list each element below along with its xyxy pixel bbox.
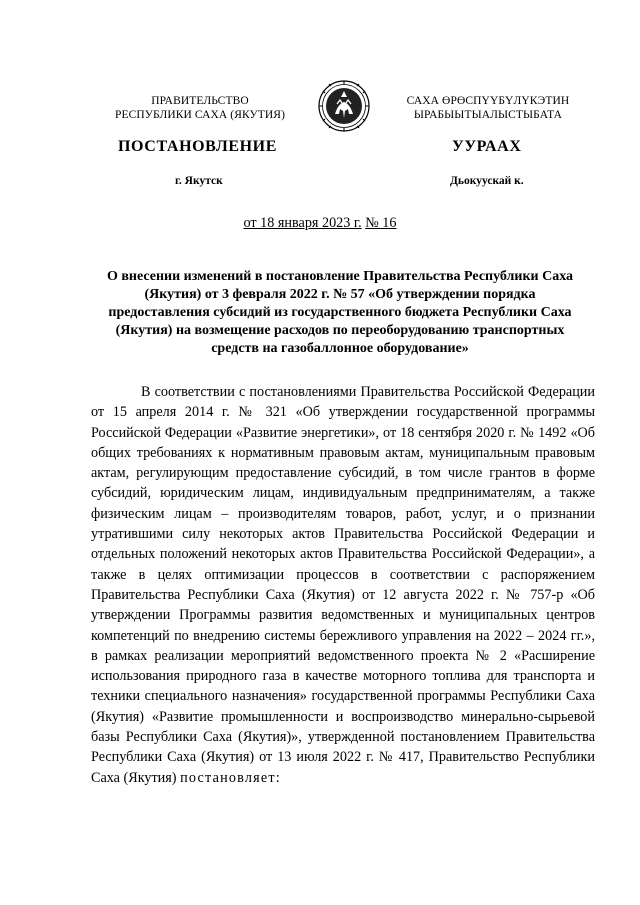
document-body xyxy=(91,382,595,788)
decree-date: от 18 января 2023 г. xyxy=(243,215,362,231)
issuer-yakut-line1: САХА ӨРӨСПҮҮБҮЛҮКЭТИН xyxy=(406,95,570,107)
decree-word: постановляет: xyxy=(180,769,281,786)
coat-of-arms-emblem xyxy=(318,80,370,132)
issuer-russian xyxy=(100,94,300,122)
issuer-russian-line1: ПРАВИТЕЛЬСТВО xyxy=(151,95,249,107)
issuer-russian-line2: РЕСПУБЛИКИ САХА (ЯКУТИЯ) xyxy=(114,109,285,121)
issuer-yakut xyxy=(388,94,588,122)
document-type-yakut: УУРААХ xyxy=(452,138,522,155)
city-yakut: Дьокуускай к. xyxy=(450,175,524,187)
document-title: О внесении изменений в постановление Правительства Республики Саха (Якутия) от 3 февраля 2022 г. № 57 «Об утверждении порядка предоставления субсидий из государственного бюджета Республики Саха (Якутия) на возмещение расходов по переоборудованию транспортных средств на газобаллонное оборудование» xyxy=(106,269,574,356)
body-paragraph: В соответствии с постановлениями Правительства Российской Федерации от 15 апреля 2014 г. № 321 «Об утверждении государственной программы Российской Федерации «Развитие энергетики», от 18 сентября 2020 г. № 1492 «Об общих требованиях к нормативным правовым актам, муниципальным правовым актам, регулирующим предоставление субсидий, в том числе грантов в форме субсидий, юридическим лицам, индивидуальным предпринимателям, а также физическим лицам – производителям товаров, работ, услуг, и о признании утратившими силу некоторых актов Правительства Российской Федерации и отдельных положений некоторых актов Правительства Российской Федерации», а также в целях оптимизации процессов в соответствии с распоряжением Правительства Республики Саха (Якутия) от 12 августа 2022 г. № 757-р «Об утверждении Программы развития ведомственных и муниципальных центров компетенций по внедрению системы бережливого управления на 2022 – 2024 гг.», в рамках реализации мероприятий ведомственного проекта № 2 «Расширение использования природного газа в качестве моторного топлива для транспорта и техники специального назначения» государственной программы Республики Саха (Якутия) «Развитие промышленности и воспроизводство минерально-сырьевой базы Республики Саха (Якутия)», утвержденной постановлением Правительства Республики Саха (Якутия) от 13 июля 2022 г. № 417, Правительство Республики Саха (Якутия) xyxy=(91,384,595,786)
decree-date-line xyxy=(0,215,640,232)
issuer-yakut-line2: ЫРАБЫЫТЫАЛЫСТЫБАТА xyxy=(413,109,563,121)
document-type-russian: ПОСТАНОВЛЕНИЕ xyxy=(118,138,277,155)
decree-number: № 16 xyxy=(365,215,397,231)
city-russian: г. Якутск xyxy=(175,175,223,187)
